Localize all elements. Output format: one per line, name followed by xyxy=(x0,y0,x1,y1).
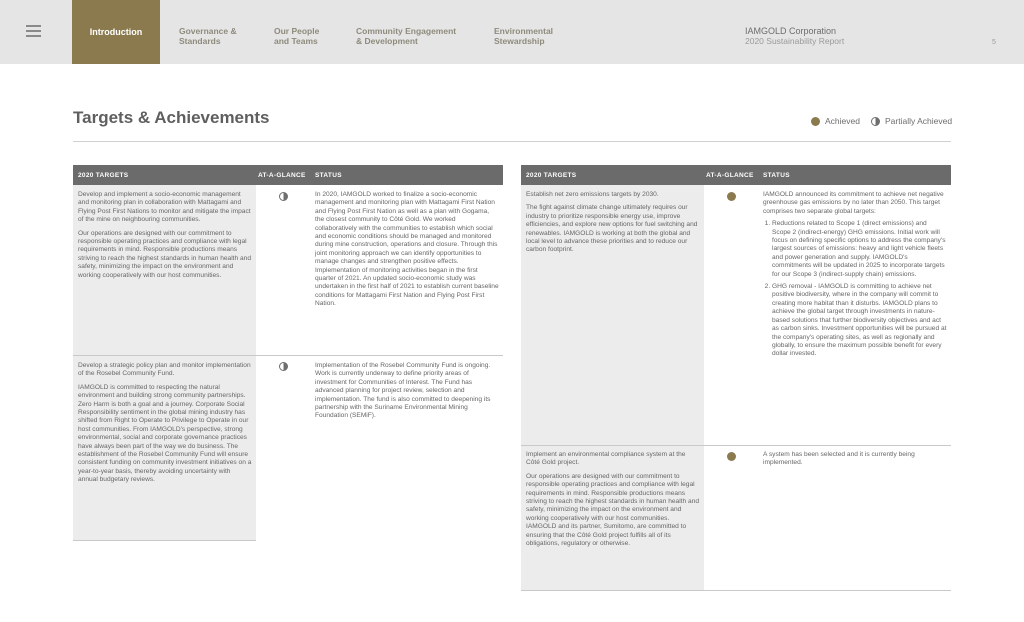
row-divider xyxy=(73,540,256,541)
achieved-icon xyxy=(727,452,736,461)
achieved-icon xyxy=(727,192,736,201)
nav-tab-community[interactable]: Community Engagement & Development xyxy=(356,26,457,46)
partially-achieved-icon xyxy=(279,362,288,371)
table-row-target: Develop a strategic policy plan and monitor implementation of the Rosebel Community Fund. IAMGOLD is committed to respecting the natural environment and building strong community partnerships. Zero Harm is both a goal and a journey. Corporate Social Responsibility sentiment in the global mining industry has shifted from Right to Operate to Privilege to Operate in our host communities. From IAMGOLD's perspective, strong environmental, social and corporate governance practices have always been part of the way we do business. The establishment of the Rosebel Community Fund will ensure consistent funding on community investment initiatives on a year-to-year basis, thereby avoiding uncertainty with annual budgetary reviews. xyxy=(78,362,252,484)
top-nav xyxy=(0,0,1024,64)
table-row-status: A system has been selected and it is currently being implemented. xyxy=(763,451,915,467)
legend-partial xyxy=(871,115,952,127)
table-row-target: Implement an environmental compliance system at the Côté Gold project. Our operations are designed with our commitment to responsible operating practices and compliance with legal requirements in mind. Responsible productions means striving to reach the highest standards in human health and safety, minimizing the impact on the environment and working cooperatively with our host communities. IAMGOLD and its partner, Sumitomo, are committed to ensuring that the Côté Gold project fulfills all of its obligations, regulatory or otherwise. xyxy=(526,451,700,548)
page-title: Targets & Achievements xyxy=(73,108,270,127)
achieved-icon xyxy=(811,117,820,126)
legend-achieved-label: Achieved xyxy=(825,116,860,126)
report-subtitle: 2020 Sustainability Report xyxy=(745,36,845,46)
row-divider xyxy=(73,355,503,356)
legend-achieved xyxy=(811,115,860,127)
table-header xyxy=(521,165,951,185)
header-status: STATUS xyxy=(763,172,790,179)
hamburger-menu-icon[interactable] xyxy=(26,25,41,37)
nav-tab-introduction[interactable]: Introduction xyxy=(72,0,160,64)
table-row-target: Develop and implement a socio-economic management and monitoring plan in collaboration with Mattagami and Flying Post First Nations to monitor and mitigate the impact of the mine on neighbouring communities. Our operations are designed with our commitment to responsible operating practices and compliance with legal requirements in mind. Responsible productions means striving to reach the highest standards in human health and safety, minimizing the impact on the environment and working cooperatively with our host communities. xyxy=(78,191,252,279)
header-targets: 2020 TARGETS xyxy=(526,172,577,179)
partially-achieved-icon xyxy=(871,117,880,126)
table-header xyxy=(73,165,503,185)
list-item: 1. Reductions related to Scope 1 (direct emissions) and Scope 2 (indirect-energy) GHG emissions. Initial work will focus on defining specific options to address the company's largest sources of emissions: heavy and light vehicle fleets and power generation and supply. IAMGOLD's commitments will be updated in 2025 to incorporate targets for our Scope 3 (indirect-supply chain) emissions. xyxy=(772,220,947,279)
table-row-status: In 2020, IAMGOLD worked to finalize a socio-economic management and monitoring plan with Mattagami First Nation and Flying Post First Nation as well as a plan with Gogama, the closest community to Côté Gold. We worked collaboratively with the communities to establish which social and economic conditions should be managed and monitored during mine construction, operations and closure. Through this joint monitoring approach we can identify opportunities to manage changes and strengthen positive effects. Implementation of monitoring activities began in the first quarter of 2021. An updated socio-economic study was undertaken in the first half of 2021 to establish current baseline conditions for Mattagami First Nation and Flying Post First Nation. xyxy=(315,191,499,308)
list-item: 2. GHG removal - IAMGOLD is committing to achieve net positive biodiversity, where in the company will commit to creating more habitat than it disturbs. IAMGOLD plans to achieve the global target through investments in nature-based solutions that further biodiversity objectives and act as carbon sinks. Investment opportunities will be pursued at the company's operating sites, as well as regionally and globally, to ensure the maximum possible benefit for every dollar invested. xyxy=(772,283,947,359)
legend-partial-label: Partially Achieved xyxy=(885,116,953,126)
company-name: IAMGOLD Corporation xyxy=(745,26,837,36)
nav-tab-governance[interactable]: Governance & Standards xyxy=(179,26,237,46)
nav-tab-our-people[interactable]: Our People and Teams xyxy=(274,26,320,46)
header-glance: AT-A-GLANCE xyxy=(258,172,306,179)
header-targets: 2020 TARGETS xyxy=(78,172,129,179)
header-glance: AT-A-GLANCE xyxy=(706,172,754,179)
table-row-status: IAMGOLD announced its commitment to achieve net negative greenhouse gas emissions by no later than 2050. This target comprises two separate global targets: 1. Reductions related to Scope 1 (direct emissions) and Scope 2 (indirect-energy) GHG emissions. Initial work will focus on defining specific options to address the company's largest sources of emissions: heavy and light vehicle fleets and power generation and supply. IAMGOLD's commitments will be updated in 2025 to incorporate targets for our Scope 3 (indirect-supply chain) emissions. 2. GHG removal - IAMGOLD is committing to achieve net positive biodiversity, where in the company will commit to creating more habitat than it disturbs. IAMGOLD plans to achieve the global target through investments in nature-based solutions that further biodiversity objectives and act as carbon sinks. Investment opportunities will be pursued at the company's operating sites, as well as regionally and globally, to ensure the maximum possible benefit for every dollar invested. xyxy=(763,191,947,363)
row-divider xyxy=(521,445,951,446)
report-title xyxy=(745,26,844,46)
nav-tab-environmental[interactable]: Environmental Stewardship xyxy=(494,26,554,46)
table-row-status: Implementation of the Rosebel Community Fund is ongoing. Work is currently underway to define priority areas of investment for Communities of Interest. The Fund has advanced planning for project review, selection and implementation. The fund is also committed to deepening its partnership with the Suriname Environmental Mining Foundation (SEMiF). xyxy=(315,362,491,420)
row-divider xyxy=(521,590,951,591)
header-status: STATUS xyxy=(315,172,342,179)
title-divider xyxy=(73,141,951,142)
page-number: 5 xyxy=(992,39,996,46)
partially-achieved-icon xyxy=(279,192,288,201)
table-row-target: Establish net zero emissions targets by 2030. The fight against climate change ultimately requires our industry to prioritize responsible energy use, improve efficiencies, and explore new options for fuel switching and renewables. IAMGOLD is working at both the global and local level to advance these priorities and to reduce our carbon footprint. xyxy=(526,191,698,254)
